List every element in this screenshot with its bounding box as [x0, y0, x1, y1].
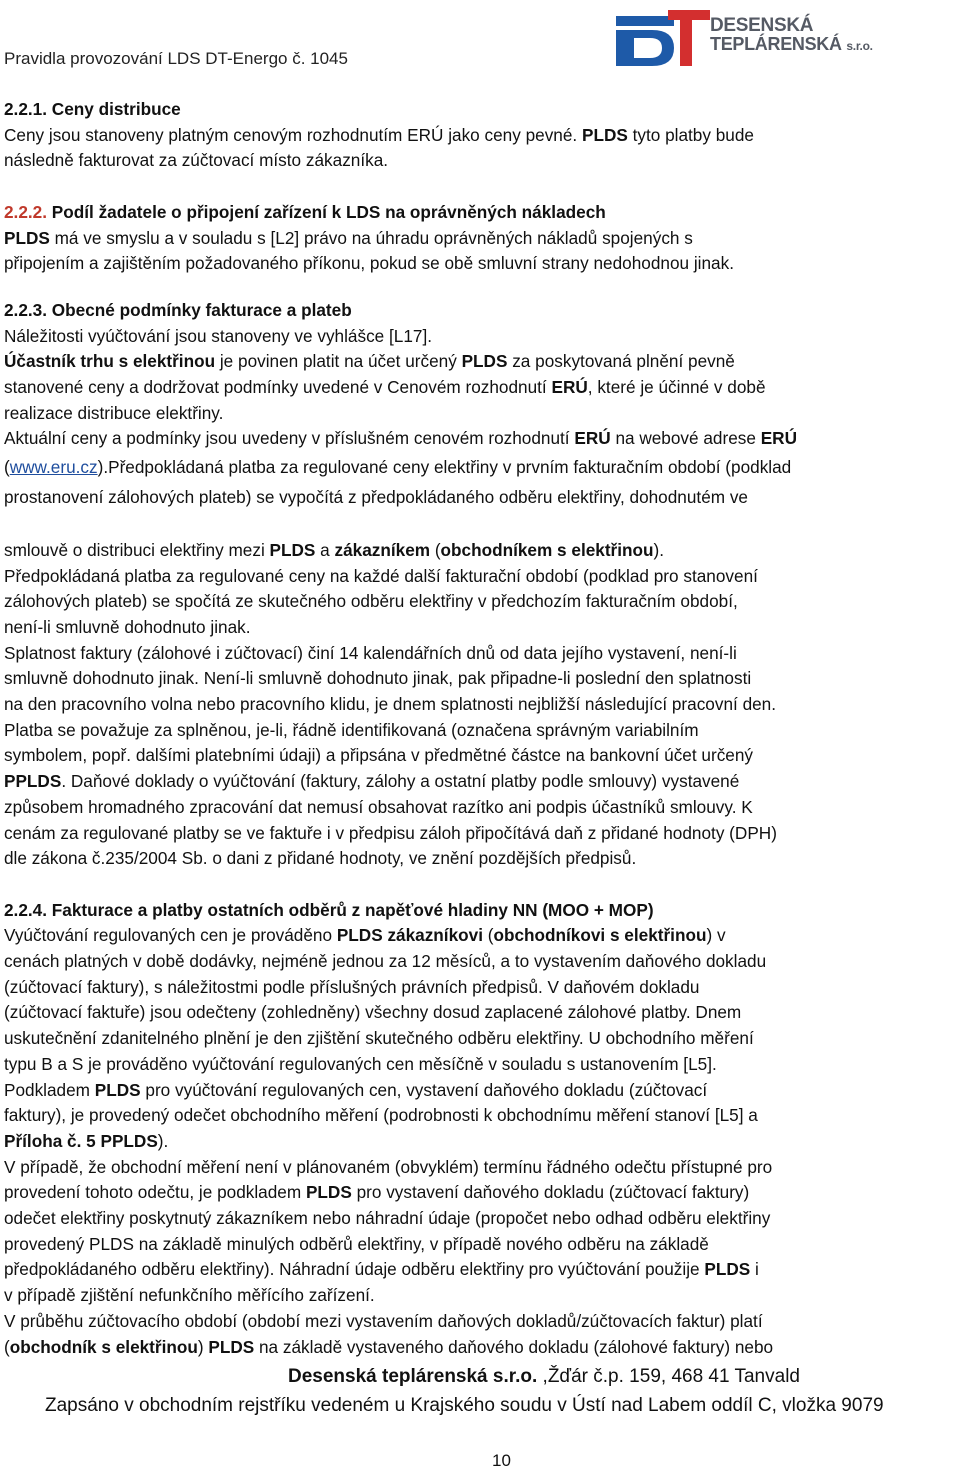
section-221-heading: 2.2.1. Ceny distribuce — [4, 99, 181, 119]
paragraph-line: V případě, že obchodní měření není v plánovaném (obvyklém) termínu řádného odečtu přístupné pro — [4, 1156, 773, 1177]
paragraph-line: Účastník trhu s elektřinou je povinen platit na účet určený PLDS za poskytovaná plnění pevně — [4, 351, 735, 372]
paragraph-line: (zúčtovací faktury), s náležitostmi podle příslušných právních předpisů. V daňovém dokladu — [4, 976, 700, 997]
paragraph-line: (zúčtovací faktuře) jsou odečteny (zohledněny) všechny dosud zaplacené zálohové platby. Dnem — [4, 1002, 742, 1023]
paragraph-line: Příloha č. 5 PPLDS). — [4, 1130, 169, 1151]
logo-wordmark — [710, 16, 873, 56]
paragraph-line: typu B a S je prováděno vyúčtování regulovaných cen měsíčně v souladu s ustanovením [L5]. — [4, 1053, 717, 1074]
logo-suffix: s.r.o. — [846, 39, 873, 53]
paragraph-line: (obchodník s elektřinou) PLDS na základě vystaveného daňového dokladu (zálohové faktury) nebo — [4, 1336, 774, 1357]
section-223-heading: 2.2.3. Obecné podmínky fakturace a plateb — [4, 299, 352, 320]
logo-line-1: DESENSKÁ — [710, 15, 814, 36]
paragraph-line: Platba se považuje za splněnou, je-li, řádně identifikovaná (označena správným variabilním — [4, 719, 699, 740]
paragraph-line: Náležitosti vyúčtování jsou stanoveny ve vyhlášce [L17]. — [4, 325, 433, 346]
paragraph-line: smluvně dohodnuto jinak. Není-li smluvně dohodnuto jinak, pak připadne-li poslední den splatnosti — [4, 668, 752, 689]
paragraph-line: Vyúčtování regulovaných cen je prováděno PLDS zákazníkovi (obchodníkovi s elektřinou) v — [4, 925, 726, 946]
paragraph-line: Podkladem PLDS pro vyúčtování regulovaných cen, vystavení daňového dokladu (zúčtovací — [4, 1079, 708, 1100]
paragraph-line: Aktuální ceny a podmínky jsou uvedeny v příslušném cenovém rozhodnutí ERÚ na webové adrese ERÚ — [4, 428, 797, 449]
paragraph-line: Předpokládaná platba za regulované ceny na každé další fakturační období (podklad pro stanovení — [4, 565, 758, 586]
paragraph-line: způsobem hromadného zpracování dat nemusí obsahovat razítko ani podpis účastníků smlouvy. K — [4, 796, 753, 817]
section-221-line: následně fakturovat za zúčtovací místo zákazníka. — [4, 150, 389, 171]
eru-website-link[interactable]: www.eru.cz — [9, 457, 98, 478]
footer-company-address — [288, 1366, 800, 1388]
paragraph-line: zálohových plateb) se spočítá ze skutečného odběru elektřiny v předchozím fakturačním období, — [4, 591, 738, 612]
paragraph-line: PPLDS. Daňové doklady o vyúčtování (faktury, zálohy a ostatní platby podle smlouvy) vystavené — [4, 771, 740, 792]
paragraph-line: není-li smluvně dohodnuto jinak. — [4, 616, 251, 637]
section-224-heading: 2.2.4. Fakturace a platby ostatních odběrů z napěťové hladiny NN (MOO + MOP) — [4, 899, 654, 920]
section-222-line: PLDS má ve smyslu a v souladu s [L2] právo na úhradu oprávněných nákladů spojených s — [4, 227, 693, 248]
paragraph-line: cenám za regulované platby se ve faktuře i v předpisu záloh připočítává daň z přidané hodnoty (DPH) — [4, 822, 777, 843]
paragraph-line: předpokládaného odběru elektřiny). Náhradní údaje odběru elektřiny pro vyúčtování použije PLDS i — [4, 1259, 759, 1280]
footer-register-info: Zapsáno v obchodním rejstříku vedeném u Krajského soudu v Ústí nad Labem oddíl C, vložka 9079 — [45, 1395, 884, 1416]
paragraph-line: symbolem, popř. dalšími platebními údaji) a připsána v předmětné částce na bankovní účet určený — [4, 745, 753, 766]
paragraph-line: V průběhu zúčtovacího období (období mezi vystavením daňových dokladů/zúčtovacích faktur) platí — [4, 1310, 763, 1331]
paragraph-line: provedený PLDS na základě minulých odběrů elektřiny, v případě nového odběru na základě — [4, 1233, 709, 1254]
section-221-line: Ceny jsou stanoveny platným cenovým rozhodnutím ERÚ jako ceny pevné. PLDS tyto platby bude — [4, 124, 754, 145]
paragraph-line: v případě zjištění nefunkčního měřícího zařízení. — [4, 1285, 375, 1306]
paragraph-line: na den pracovního volna nebo pracovního klidu, je dnem splatnosti nejbližší následující pracovní den. — [4, 694, 777, 715]
document-header-title: Pravidla provozování LDS DT-Energo č. 1045 — [4, 49, 348, 68]
paragraph-line: prostanovení zálohových plateb) se vypočítá z předpokládaného odběru elektřiny, dohodnutém ve — [4, 487, 748, 508]
paragraph-line: stanovené ceny a dodržovat podmínky uvedené v Cenovém rozhodnutí ERÚ, které je účinné v době — [4, 377, 766, 398]
paragraph-line: uskutečnění zdanitelného plnění je den zjištění skutečného odběru elektřiny. U obchodního měření — [4, 1028, 754, 1049]
section-222-line: připojením a zajištěním požadovaného příkonu, pokud se obě smluvní strany nedohodnou jinak. — [4, 253, 734, 274]
footer-address: ,Žďár č.p. 159, 468 41 Tanvald — [537, 1366, 800, 1387]
footer-company-name: Desenská teplárenská s.r.o. — [288, 1366, 538, 1387]
paragraph-line: cenách platných v době dodávky, nejméně jednou za 12 měsíců, a to vystavením daňového dokladu — [4, 951, 767, 972]
page-number: 10 — [492, 1451, 511, 1470]
section-222-heading: 2.2.2. Podíl žadatele o připojení zařízení k LDS na oprávněných nákladech — [4, 201, 606, 222]
paragraph-line: smlouvě o distribuci elektřiny mezi PLDS a zákazníkem (obchodníkem s elektřinou). — [4, 539, 665, 560]
paragraph-line: realizace distribuce elektřiny. — [4, 402, 224, 423]
paragraph-line: faktury), je provedený odečet obchodního měření (podrobnosti k obchodnímu měření stanoví [L5] a — [4, 1105, 758, 1126]
paragraph-line: dle zákona č.235/2004 Sb. o dani z přidané hodnoty, ve znění pozdějších předpisů. — [4, 848, 637, 869]
paragraph-line: Splatnost faktury (zálohové i zúčtovací) činí 14 kalendářních dnů od data jejího vystavení, není-li — [4, 642, 737, 663]
document-body — [4, 97, 956, 1360]
logo-line-2: TEPLÁRENSKÁ — [710, 34, 842, 54]
paragraph-line: provedení tohoto odečtu, je podkladem PLDS pro vystavení daňového dokladu (zúčtovací faktury) — [4, 1182, 750, 1203]
paragraph-line: odečet elektřiny poskytnutý zákazníkem nebo náhradní údaje (propočet nebo odhad odběru elektřiny — [4, 1208, 771, 1229]
paragraph-line: (www.eru.cz).Předpokládaná platba za regulované ceny elektřiny v prvním fakturačním období (podklad — [4, 457, 792, 478]
